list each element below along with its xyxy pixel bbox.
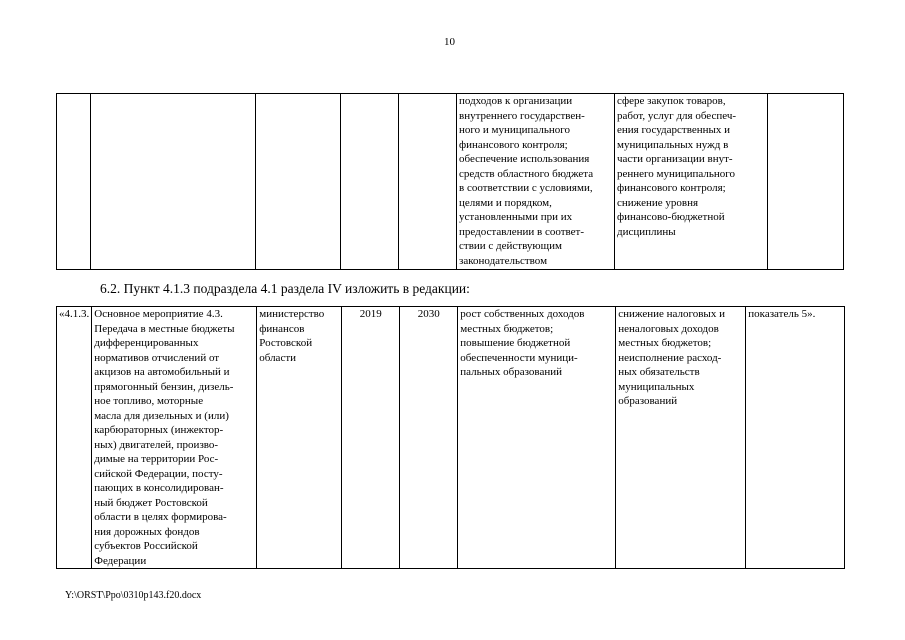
table-row [57,94,844,270]
table-cell-end-year [399,94,457,270]
item-number: «4.1.3. [57,307,92,569]
item-indicator: показатель 5». [746,307,845,569]
item-expected-result: рост собственных доходов местных бюджетов; повышение бюджетной обеспеченности муници- пальных образований [458,307,616,569]
item-executor: министерство финансов Ростовской области [257,307,342,569]
table-cell-activity [91,94,256,270]
item-activity: Основное мероприятие 4.3. Передача в местные бюджеты дифференцированных нормативов отчислений от акцизов на автомобильный и прямогонный бензин, дизель- ное топливо, моторные масла для дизельных и (или) карбюраторных (инжектор- ных) двигателей, произво- димые на территории Рос- сийской Федерации, посту- пающих в консолидирован- ный бюджет Ростовской области в целях формирова- ния дорожных фондов субъектов Российской Федерации [92,307,257,569]
table-cell-consequences: сфере закупок товаров, работ, услуг для обеспеч- ения государственных и муниципальных нужд в части организации внут- реннего муниципального финансового контроля; снижение уровня финансово-бюджетной дисциплины [615,94,768,270]
table-cell-indicator [768,94,844,270]
table-row [57,307,845,569]
table-cell-expected-result: подходов к организации внутреннего государствен- ного и муниципального финансового контроля; обеспечение использования средств областного бюджета в соответствии с условиями, целями и порядком, установленными при их предоставлении в соответ- ствии с действующим законодательством [457,94,615,270]
table-cell-number [57,94,91,270]
table-cell-start-year [341,94,399,270]
amendment-instruction: 6.2. Пункт 4.1.3 подраздела 4.1 раздела IV изложить в редакции: [100,281,470,296]
amended-item-table [56,306,845,569]
item-start-year: 2019 [342,307,400,569]
continued-table [56,93,844,270]
item-end-year: 2030 [400,307,458,569]
item-consequences: снижение налоговых и неналоговых доходов местных бюджетов; неисполнение расход- ных обязательств муниципальных образований [616,307,746,569]
file-path-footer: Y:\ORST\Ppo\0310p143.f20.docx [65,590,202,601]
table-cell-executor [256,94,341,270]
page-number: 10 [444,36,455,48]
